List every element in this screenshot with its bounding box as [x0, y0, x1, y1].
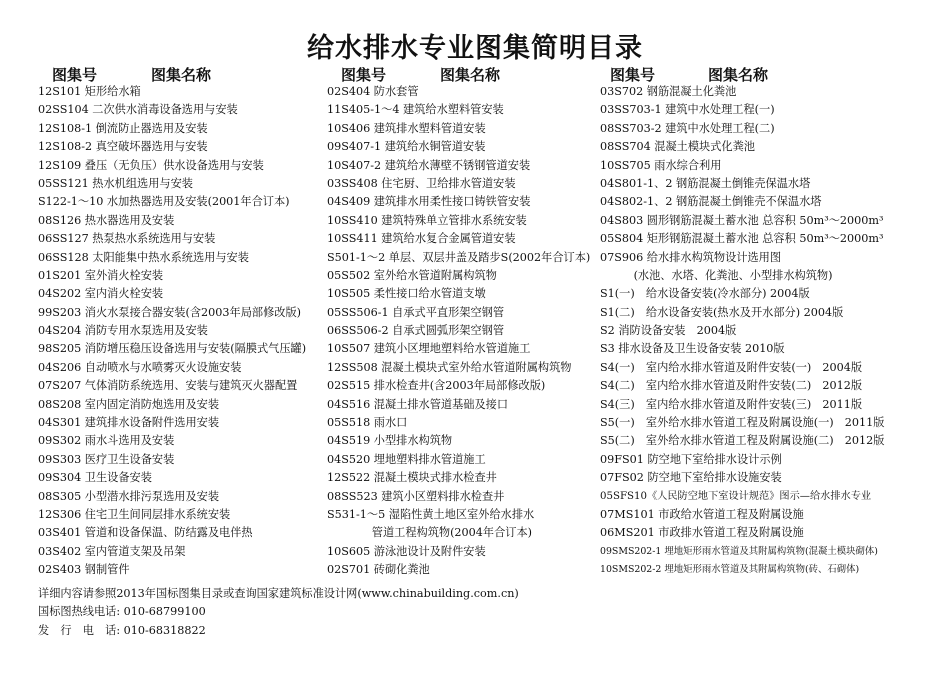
catalog-entry: 03S702 钢筋混凝土化粪池: [600, 85, 737, 98]
catalog-entry: 12S522 混凝土模块式排水检查井: [327, 471, 497, 485]
catalog-entry: S531-1～5 湿陷性黄土地区室外给水排水: [327, 507, 535, 521]
catalog-entry: 02S404 防水套管: [327, 85, 419, 98]
catalog-entry: 04S202 室内消火栓安装: [38, 287, 164, 301]
catalog-entry: 管道工程构筑物(2004年合订本): [327, 526, 533, 540]
catalog-entry: S4(三) 室内给水排水管道及附件安装(三) 2011版: [600, 397, 863, 411]
catalog-entry: 08SS703-2 建筑中水处理工程(二): [600, 121, 775, 135]
catalog-entry: 12S108-2 真空破坏器选用与安装: [38, 140, 208, 154]
footer-hotline: 国标图热线电话: 010-68799100: [38, 605, 206, 619]
catalog-entry: S1(一) 给水设备安装(冷水部分) 2004版: [600, 287, 810, 301]
footer: [38, 585, 519, 640]
catalog-entry: 02S403 钢制管件: [38, 563, 130, 577]
catalog-entry: 10S605 游泳池设计及附件安装: [327, 544, 486, 558]
catalog-entry: 08SS704 混凝土模块式化粪池: [600, 140, 755, 154]
catalog-entry: 04S803 圆形钢筋混凝土蓄水池 总容积 50m³～2000m³: [600, 213, 884, 227]
catalog-entry: S4(二) 室内给水排水管道及附件安装(二) 2012版: [600, 379, 863, 393]
catalog-entry: 09S303 医疗卫生设备安装: [38, 452, 175, 466]
catalog-entry: 05S804 矩形钢筋混凝土蓄水池 总容积 50m³～2000m³: [600, 232, 884, 246]
header-code: 图集号: [52, 66, 98, 84]
catalog-entry: S3 排水设备及卫生设备安装 2010版: [600, 342, 785, 356]
header-name: 图集名称: [151, 66, 212, 84]
catalog-entry: 03S401 管道和设备保温、防结露及电伴热: [38, 526, 253, 540]
catalog-entry: S122-1～10 水加热器选用及安装(2001年合订本): [38, 195, 290, 209]
catalog-entry: 01S201 室外消火栓安装: [38, 268, 164, 282]
catalog-entry: 04S301 建筑排水设备附件选用安装: [38, 416, 220, 430]
catalog-entry: 12S306 住宅卫生间同层排水系统安装: [38, 507, 231, 521]
catalog-entry: 04S519 小型排水构筑物: [327, 434, 453, 448]
catalog-entry: 04S802-1、2 钢筋混凝土倒锥壳不保温水塔: [600, 195, 822, 209]
catalog-entry: 06SS127 热泵热水系统选用与安装: [38, 232, 216, 246]
catalog-entry: 07S207 气体消防系统选用、安装与建筑灭火器配置: [38, 379, 298, 393]
catalog-entry: 04S204 消防专用水泵选用及安装: [38, 324, 208, 338]
catalog-column-2: [327, 64, 602, 580]
catalog-entry: 10SS411 建筑给水复合金属管道安装: [327, 232, 516, 246]
catalog-entry: 03SS408 住宅厨、卫给排水管道安装: [327, 176, 516, 190]
catalog-entry: 07MS101 市政给水管道工程及附属设施: [600, 507, 804, 521]
catalog-entry: 12S101 矩形给水箱: [38, 85, 141, 98]
catalog-entry: 08SS523 建筑小区塑料排水检查井: [327, 489, 505, 503]
catalog-entry: (水池、水塔、化粪池、小型排水构筑物): [600, 268, 833, 282]
catalog-entry: 05S518 雨水口: [327, 416, 408, 430]
header-code: 图集号: [610, 66, 656, 84]
catalog-entry: 09S407-1 建筑给水铜管道安装: [327, 140, 486, 154]
catalog-entry: S501-1～2 单层、双层井盖及踏步S(2002年合订本): [327, 250, 591, 264]
column-header: [38, 64, 338, 82]
catalog-entry: 10S507 建筑小区埋地塑料给水管道施工: [327, 342, 531, 356]
catalog-entry: 04S206 自动喷水与水喷雾灭火设施安装: [38, 360, 242, 374]
catalog-entry: 06MS201 市政排水管道工程及附属设施: [600, 526, 804, 540]
catalog-entry: S2 消防设备安装 2004版: [600, 324, 737, 338]
catalog-entry: 10SS705 雨水综合利用: [600, 158, 722, 172]
catalog-entry: 05SFS10《人民防空地下室设计规范》图示—给水排水专业: [600, 490, 872, 502]
catalog-entry: 08S208 室内固定消防炮选用及安装: [38, 397, 220, 411]
catalog-entry: 02S515 排水检查井(含2003年局部修改版): [327, 379, 546, 393]
catalog-entry: 10SS410 建筑特殊单立管排水系统安装: [327, 213, 527, 227]
column-header: [600, 64, 945, 82]
footer-reference-note: 详细内容请参照2013年国标图集目录或查询国家建筑标准设计网(www.chinabuilding.com.cn): [38, 587, 519, 600]
catalog-entry: 08S305 小型潜水排污泵选用及安装: [38, 489, 220, 503]
catalog-entry: S1(二) 给水设备安装(热水及开水部分) 2004版: [600, 305, 844, 319]
header-name: 图集名称: [708, 66, 769, 84]
catalog-entry: 04S516 混凝土排水管道基础及接口: [327, 397, 509, 411]
catalog-entry: 02SS104 二次供水消毒设备选用与安装: [38, 103, 238, 117]
catalog-entry: S4(一) 室内给水排水管道及附件安装(一) 2004版: [600, 360, 863, 374]
catalog-entry: 04S801-1、2 钢筋混凝土倒锥壳保温水塔: [600, 176, 811, 190]
header-name: 图集名称: [440, 66, 501, 84]
catalog-entry: 04S409 建筑排水用柔性接口铸铁管安装: [327, 195, 531, 209]
catalog-entry: 03SS703-1 建筑中水处理工程(一): [600, 103, 775, 117]
catalog-column-1: [38, 64, 338, 580]
catalog-entry: 11S405-1～4 建筑给水塑料管安装: [327, 103, 504, 117]
catalog-entry: 07S906 给水排水构筑物设计选用图: [600, 250, 782, 264]
catalog-entry: 12SS508 混凝土模块式室外给水管道附属构筑物: [327, 360, 572, 374]
catalog-entry: 98S205 消防增压稳压设备选用与安装(隔膜式气压罐): [38, 342, 307, 356]
header-code: 图集号: [341, 66, 387, 84]
page-title: 给水排水专业图集简明目录: [307, 33, 643, 64]
catalog-entry: 06SS506-2 自承式圆弧形架空钢管: [327, 324, 505, 338]
catalog-entry: 05SS121 热水机组选用与安装: [38, 176, 193, 190]
catalog-entry: 10S407-2 建筑给水薄壁不锈钢管道安装: [327, 158, 531, 172]
catalog-entry: 09FS01 防空地下室给排水设计示例: [600, 452, 782, 466]
catalog-entry: 10S406 建筑排水塑料管道安装: [327, 121, 486, 135]
catalog-entry: 06SS128 太阳能集中热水系统选用与安装: [38, 250, 249, 264]
catalog-entry: 12S108-1 倒流防止器选用及安装: [38, 121, 208, 135]
catalog-entry: 07FS02 防空地下室给排水设施安装: [600, 471, 782, 485]
catalog-entry: 08S126 热水器选用及安装: [38, 213, 175, 227]
column-header: [327, 64, 602, 82]
catalog-entry: 12S109 叠压（无负压）供水设备选用与安装: [38, 158, 264, 172]
catalog-entry: 03S402 室内管道支架及吊架: [38, 544, 186, 558]
catalog-entry: 09S302 雨水斗选用及安装: [38, 434, 175, 448]
catalog-entry: 09S304 卫生设备安装: [38, 471, 152, 485]
catalog-entry: S5(二) 室外给水排水管道工程及附属设施(二) 2012版: [600, 434, 885, 448]
footer-distribution-phone: 发 行 电 话: 010-68318822: [38, 623, 206, 637]
catalog-entry: 05S502 室外给水管道附属构筑物: [327, 268, 497, 282]
catalog-entry: 05SS506-1 自承式平直形架空钢管: [327, 305, 505, 319]
catalog-column-3: [600, 64, 945, 580]
catalog-entry: 04S520 埋地塑料排水管道施工: [327, 452, 486, 466]
catalog-entry: S5(一) 室外给水排水管道工程及附属设施(一) 2011版: [600, 416, 885, 430]
catalog-entry: 02S701 砖砌化粪池: [327, 563, 430, 577]
catalog-entry: 10S505 柔性接口给水管道支墩: [327, 287, 486, 301]
catalog-entry: 10SMS202-2 埋地矩形雨水管道及其附属构筑物(砖、石砌体): [600, 564, 860, 576]
catalog-entry: 09SMS202-1 埋地矩形雨水管道及其附属构筑物(混凝土模块砌体): [600, 545, 878, 557]
catalog-entry: 99S203 消火水泵接合器安装(含2003年局部修改版): [38, 305, 302, 319]
